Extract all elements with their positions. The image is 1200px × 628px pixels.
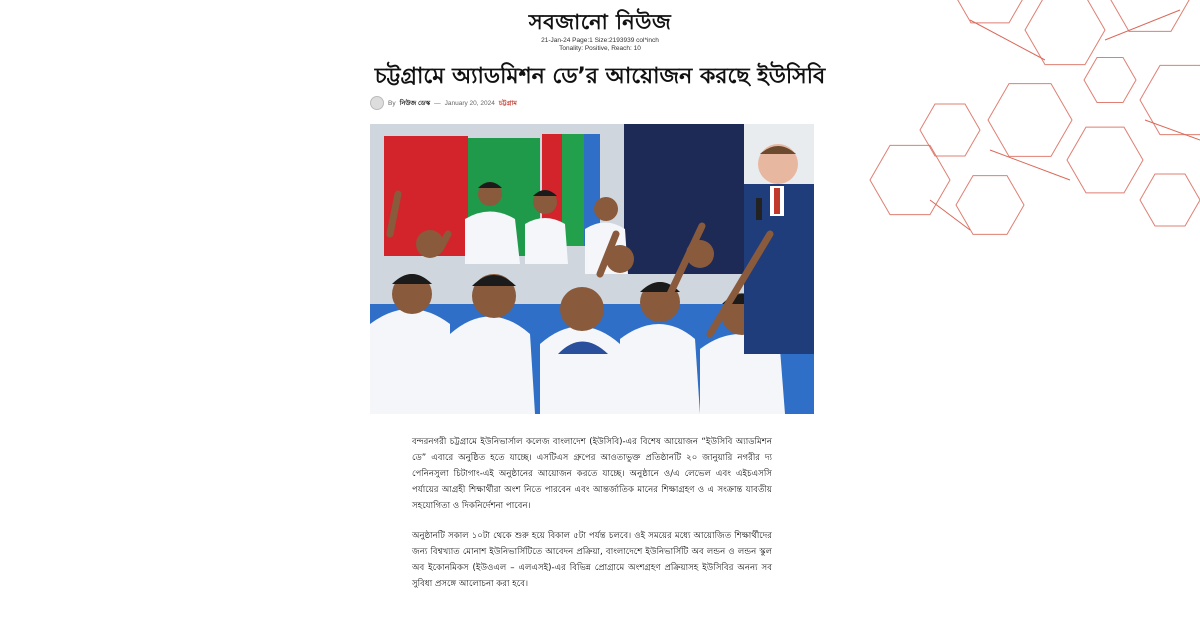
article-paragraph-1: বন্দরনগরী চট্টগ্রামে ইউনিভার্সাল কলেজ বাংলাদেশ (ইউসিবি)-এর বিশেষ আয়োজন “ইউসিবি অ্যাডমিশন ডে” এবারে অনুষ্ঠিত হতে যাচ্ছে। এসটিএস গ্রুপের আওতাভুক্ত প্রতিষ্ঠানটি ২০ জানুয়ারি নগরীর দ্য পেনিনসুলা চিটাগাং-এই অনুষ্ঠানের আয়োজন করতে যাচ্ছে। অনুষ্ঠানে ও/এ লেভেল এবং এইচএসসি পর্যায়ের আগ্রহী শিক্ষার্থীরা অংশ নিতে পারবেন এবং আন্তর্জাতিক মানের শিক্ষাগ্রহণ ও এ সংক্রান্ত যাবতীয় সহযোগিতা ও দিকনির্দেশনা পাবেন। [412, 437, 772, 511]
byline [370, 94, 517, 112]
author-avatar [370, 96, 384, 110]
hexagon-connector-line [930, 200, 970, 230]
clipping-meta-line-1: 21-Jan-24 Page:1 Size:2193939 col*inch [541, 37, 659, 44]
byline-separator: — [434, 99, 441, 107]
byline-author[interactable]: নিউজ ডেস্ক [399, 99, 431, 107]
hexagon-outline [920, 104, 980, 156]
byline-by: By [388, 99, 396, 107]
hexagon-outline [1067, 127, 1143, 193]
hexagon-outline [1140, 65, 1200, 134]
hexagon-connector-line [1145, 120, 1200, 140]
hexagon-outline [956, 176, 1024, 235]
clipping-meta-line-2: Tonality: Positive, Reach: 10 [559, 45, 641, 52]
article-body [412, 434, 772, 606]
byline-date: January 20, 2024 [444, 99, 495, 107]
byline-category[interactable]: চট্টগ্রাম [498, 99, 517, 107]
newspaper-masthead: সবজানো নিউজ [528, 9, 672, 34]
hexagon-outline [1084, 58, 1136, 103]
hexagon-outline [1140, 174, 1200, 226]
article-paragraph-2: অনুষ্ঠানটি সকাল ১০টা থেকে শুরু হয়ে বিকাল ৫টা পর্যন্ত চলবে। ওই সময়ের মধ্যে আয়োজিত শিক্ষার্থীদের জন্য বিশ্বখ্যাত মোনাশ ইউনিভার্সিটিতে আবেদন প্রক্রিয়া, বাংলাদেশে ইউনিভার্সিটি অব লন্ডন ও লন্ডন স্কুল অব ইকোনমিকস (ইউওএল – এলএসই)-এর বিভিন্ন প্রোগ্রামে অংশগ্রহণ প্রক্রিয়াসহ ইউসিবির অনন্য সব সুবিধা প্রসঙ্গে আলোচনা করা হবে। [412, 531, 772, 589]
hexagon-outline [988, 84, 1072, 157]
article-photo [370, 124, 814, 414]
article-headline: চট্টগ্রামে অ্যাডমিশন ডে’র আয়োজন করছে ইউসিবি [374, 64, 826, 89]
